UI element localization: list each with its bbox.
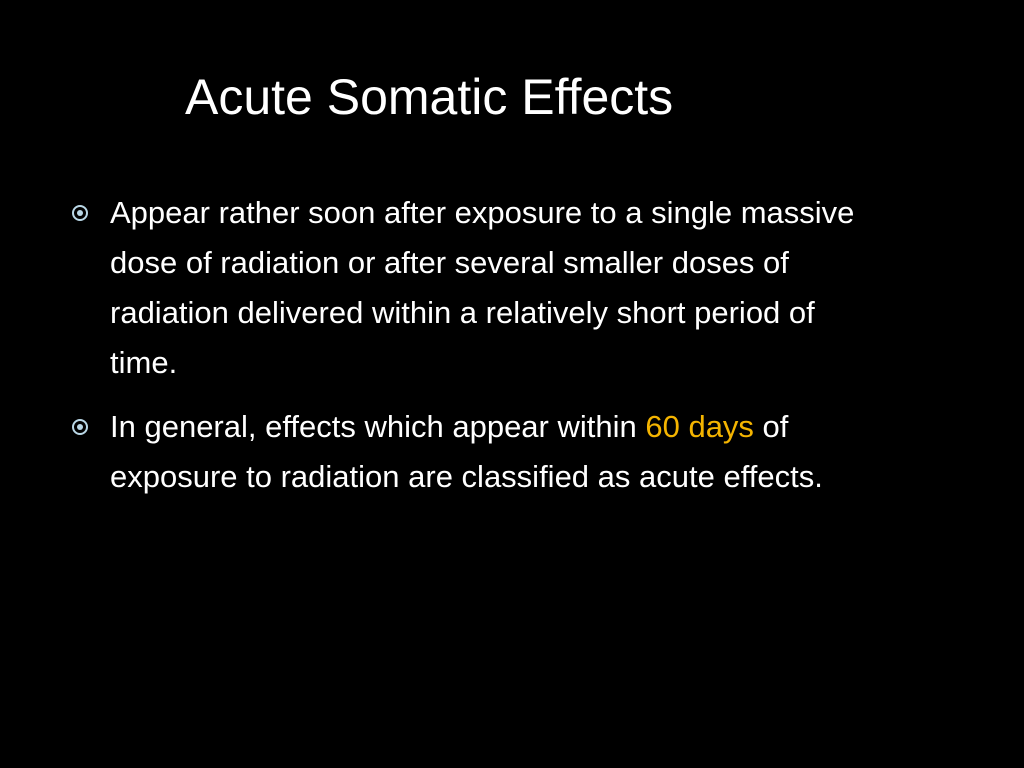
circle-bullet-icon <box>72 205 88 221</box>
bullet-item-1 <box>72 188 872 388</box>
highlighted-duration: 60 days <box>645 409 754 444</box>
bullet-text-after: of exposure to radiation are classified as acute effects. <box>110 409 823 494</box>
bullet-text-before: In general, effects which appear within <box>110 409 646 444</box>
bullet-item-2 <box>72 402 872 502</box>
circle-bullet-icon <box>72 419 88 435</box>
slide-title: Acute Somatic Effects <box>185 69 674 125</box>
bullet-text: Appear rather soon after exposure to a single massive dose of radiation or after several smaller doses of radiation delivered within a relatively short period of time. <box>110 195 855 380</box>
bullet-list <box>72 188 872 516</box>
